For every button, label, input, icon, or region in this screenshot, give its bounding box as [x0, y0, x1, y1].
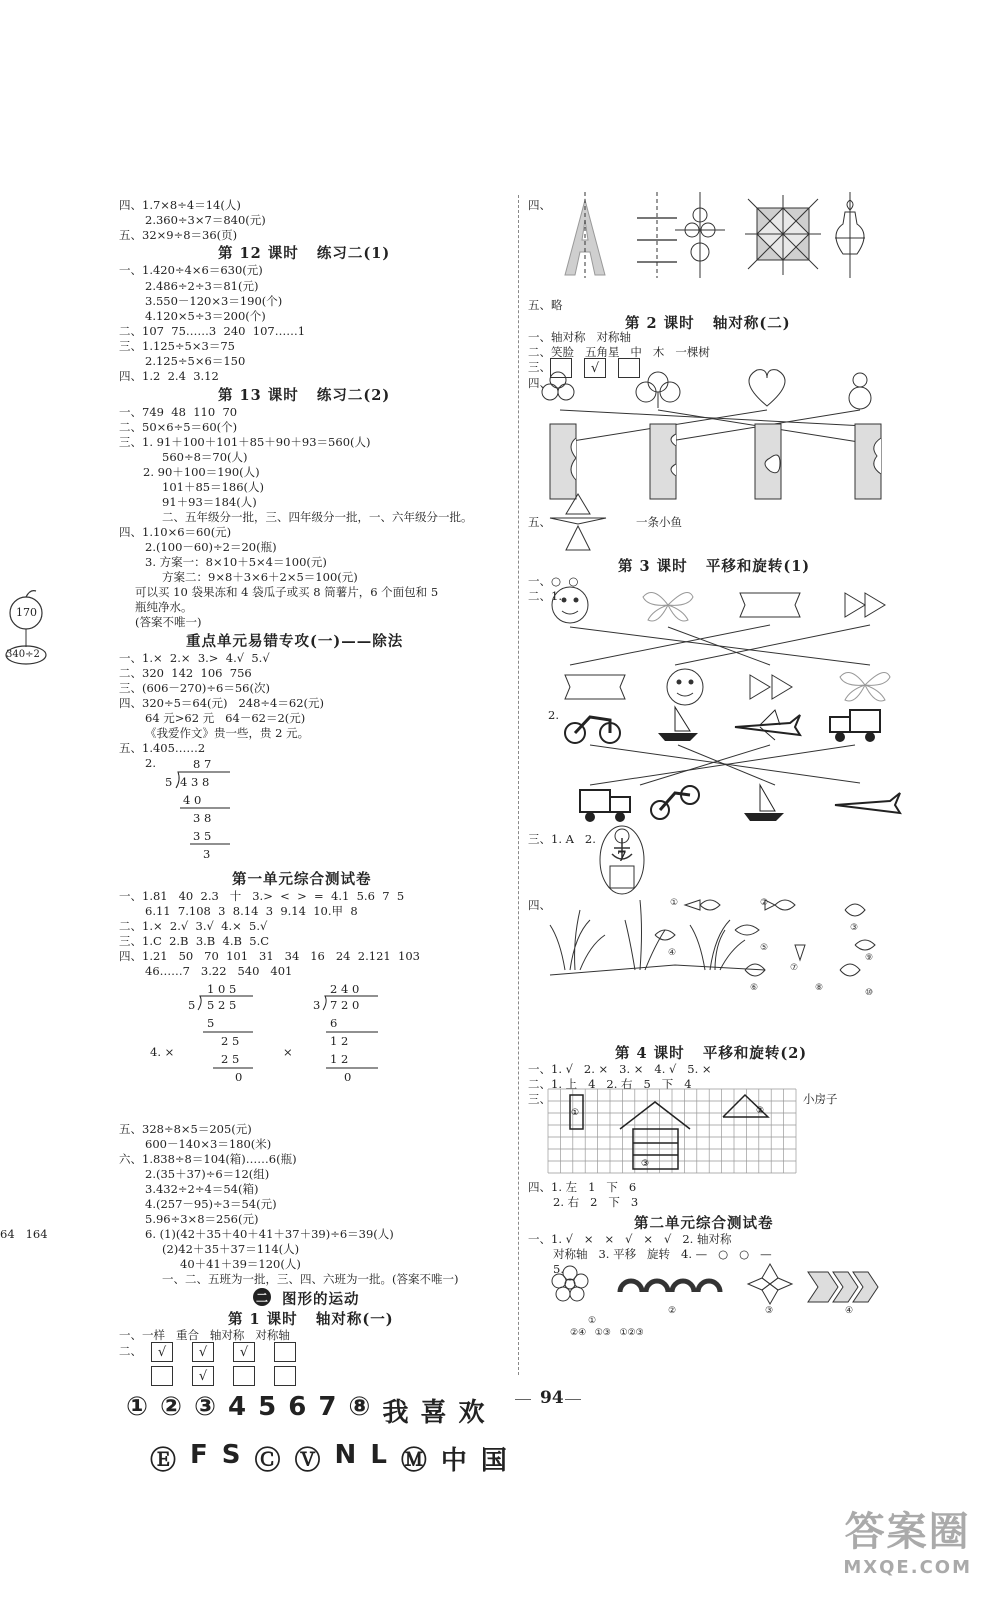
square-figure [745, 195, 821, 275]
text-line: 一、○ ○ [528, 574, 579, 588]
chevron-row-icon [808, 1272, 878, 1302]
answer-box: √ [192, 1366, 214, 1386]
char: 7 [318, 1392, 337, 1422]
letter-a-figure [565, 192, 605, 278]
text-line: 64 元>62 元 64－62＝2(元) [145, 711, 306, 725]
page-number: 94 [540, 1388, 564, 1408]
motorcycle-icon [565, 717, 620, 743]
edge-numbers: 64 164 [0, 1227, 48, 1241]
text-line: 三、1. 91＋100＋101＋85＋90＋93＝560(人) [119, 435, 371, 449]
char: F [190, 1440, 208, 1470]
text-line: 一、1.420÷4×6＝630(元) [119, 263, 263, 277]
sailboat-icon [744, 785, 784, 821]
section-heading: 第 4 课时 平移和旋转(2) [615, 1045, 808, 1062]
text-line: (答案不唯一) [135, 615, 202, 629]
char: 国 [480, 1446, 507, 1476]
rotation-answer: 7 [617, 849, 627, 865]
fish-label: ⑩ [865, 988, 874, 998]
grid-label: ③ [641, 1159, 650, 1169]
text-line: 三、(606－270)÷6＝56(次) [119, 681, 270, 695]
step: 2 5 [221, 1034, 240, 1048]
char: ⑧ [348, 1392, 371, 1422]
text-line: 6. (1)(42＋35＋40＋41＋37＋39)÷6＝39(人) [145, 1227, 394, 1241]
char: S [221, 1440, 241, 1470]
text-line: 101＋85＝186(人) [162, 480, 265, 494]
answer-boxes-row1 [151, 1342, 296, 1362]
char: 我 [382, 1398, 409, 1428]
page-number-dash [515, 1399, 531, 1400]
text-line: 3. 方案一：8×10＋5×4＝100(元) [145, 555, 327, 569]
text-line: 2. 90＋100＝190(人) [143, 465, 260, 479]
text-line: 二、 [119, 1344, 142, 1358]
text-line: 四、 [528, 898, 551, 912]
text-line: 一、1. √ 2. × 3. × 4. √ 5. × [528, 1062, 712, 1076]
text-line: 560÷8＝70(人) [162, 450, 248, 464]
text-line: 一、一样 重合 轴对称 对称轴 [119, 1328, 290, 1342]
caption: 一条小鱼 [636, 515, 682, 529]
quotient: 2 4 0 [330, 982, 360, 996]
quotient: 1 0 5 [207, 982, 237, 996]
divisor: 5 [165, 775, 173, 789]
char: L [370, 1440, 387, 1470]
text-line: 三、1.C 2.B 3.B 4.B 5.C [119, 934, 270, 948]
text-line: 五、略 [528, 298, 563, 312]
text-line: 三、 [528, 360, 551, 374]
sailboat-icon [658, 707, 698, 741]
truck-icon [580, 790, 630, 822]
text-line: 五、1.405……2 [119, 741, 206, 755]
fish-icon [655, 900, 875, 976]
text-line: 2.(100－60)÷2＝20(瓶) [145, 540, 277, 554]
text-line: 5. [553, 1262, 564, 1276]
remainder: 0 [344, 1070, 352, 1084]
diamond-star-icon [748, 1264, 792, 1304]
answer-box [274, 1366, 296, 1386]
text-line: 三、 [528, 1092, 551, 1106]
clover-icon [542, 372, 574, 400]
text-line: 五、328÷8×5＝205(元) [119, 1122, 252, 1136]
step: 2 5 [221, 1052, 240, 1066]
section-heading: 第 3 课时 平移和旋转(1) [618, 558, 811, 575]
dividend: 4 3 8 [180, 775, 210, 789]
tree-icon [636, 372, 680, 408]
answer-mark: × [283, 1045, 293, 1059]
step: 6 [330, 1016, 338, 1030]
airplane-icon [835, 793, 900, 813]
char: Ⓔ [150, 1446, 177, 1476]
fish-label: ⑦ [790, 963, 799, 973]
figure-label: ③ [765, 1306, 774, 1316]
motorcycle-icon [651, 786, 699, 819]
step: 4 0 [183, 793, 202, 807]
divisor: 3 [313, 998, 321, 1012]
text-line: 四、1.10×6＝60(元) [119, 525, 232, 539]
text-line: 3.432÷2÷4＝54(箱) [145, 1182, 259, 1196]
lines-figure [637, 192, 677, 278]
division-lines [170, 770, 240, 860]
text-line: 一、二、五班为一批，三、四、六班为一批。(答案不唯一) [162, 1272, 459, 1286]
vase-figure [835, 192, 865, 278]
page-number-dash [565, 1399, 581, 1400]
text-line: 方案二：9×8＋3×6＋2×5＝100(元) [162, 570, 358, 584]
fish-label: ④ [668, 948, 677, 958]
text-line: 二、1.× 2.√ 3.√ 4.× 5.√ [119, 919, 268, 933]
arch-row-icon [620, 1281, 720, 1292]
section-heading: 第 2 课时 轴对称(二) [625, 315, 791, 332]
watermark-text: 答案圈 [844, 1509, 971, 1555]
fish-shape-figure [548, 492, 628, 552]
answer-box [274, 1342, 296, 1362]
flower-icon [552, 1266, 588, 1301]
text-line: 四、1. 左 1 下 6 [528, 1180, 637, 1194]
text-line: 一、749 48 110 70 [119, 405, 238, 419]
divisor: 5 [188, 998, 196, 1012]
answer-boxes-row2 [151, 1366, 296, 1386]
text-line: 五、32×9÷8＝36(页) [119, 228, 238, 242]
section-heading: 重点单元易错专攻(一)——除法 [186, 633, 404, 650]
answer-box [151, 1366, 173, 1386]
remainder: 3 [203, 847, 211, 861]
text-line: 91＋93＝184(人) [162, 495, 257, 509]
text-line: 二、五年级分一批，三、四年级分一批，一、六年级分一批。 [162, 510, 473, 524]
text-line: 2. [145, 756, 156, 770]
text-line: 六、1.838÷8＝104(箱)……6(瓶) [119, 1152, 297, 1166]
text-line: 《我爱作文》贵一些，贵 2 元。 [145, 726, 310, 740]
char: N [334, 1440, 357, 1470]
text-line: 一、1. √ × × √ × √ 2. 轴对称 [528, 1232, 732, 1246]
section-heading: 第一单元综合测试卷 [232, 871, 372, 888]
text-line: 二、笑脸 五角星 中 木 一棵树 [528, 345, 710, 359]
char: Ⓥ [294, 1446, 321, 1476]
fish-label: ⑨ [865, 953, 874, 963]
symmetric-chars-row1 [126, 1392, 484, 1429]
text-line: 2. [548, 708, 559, 722]
fish-label: ⑧ [815, 983, 824, 993]
section-heading: 第 1 课时 轴对称(一) [228, 1311, 394, 1328]
smiley-face-icon [552, 587, 588, 623]
gourd-figure [675, 192, 725, 278]
text-line: 四、 [528, 376, 551, 390]
dividend: 5 2 5 [207, 998, 237, 1012]
margin-number: 170 [16, 606, 37, 619]
unit2-figures [548, 1262, 888, 1312]
char: Ⓒ [254, 1446, 281, 1476]
answer-mark: 4. × [150, 1045, 175, 1059]
answer-box: √ [233, 1342, 255, 1362]
figure-label: ② [668, 1306, 677, 1316]
text-line: 46……7 3.22 540 401 [145, 964, 293, 978]
char: ① [126, 1392, 149, 1422]
text-line: 四、 [528, 198, 551, 212]
answer-box: √ [584, 358, 606, 378]
grass-icon [550, 900, 745, 970]
text-line: 2.486÷2÷3＝81(元) [145, 279, 259, 293]
fish-label: ① [670, 898, 679, 908]
text-line: 二、1. [528, 589, 562, 603]
grid-label: ① [571, 1108, 580, 1118]
text-line: 二、1. 上 4 2. 右 5 下 4 [528, 1077, 692, 1091]
text-line: 2.125÷5×6＝150 [145, 354, 246, 368]
fish-number-labels [668, 898, 873, 998]
answer-box: √ [151, 1342, 173, 1362]
symmetry-figures [540, 190, 880, 280]
text-line: 二、107 75……3 240 107……1 [119, 324, 306, 338]
step: 5 [207, 1016, 215, 1030]
char: 中 [440, 1446, 467, 1476]
text-line: 四、320÷5＝64(元) 248÷4＝62(元) [119, 696, 324, 710]
text-line: 4.120×5÷3＝200(个) [145, 309, 266, 323]
text-line: 3.550－120×3＝190(个) [145, 294, 283, 308]
butterfly-icon [643, 593, 693, 622]
grid-label: ② [756, 1106, 765, 1116]
text-line: 一、1.× 2.× 3.> 4.√ 5.√ [119, 651, 270, 665]
text-line: 二、50×6÷5＝60(个) [119, 420, 238, 434]
char: 5 [258, 1392, 277, 1422]
text-line: 一、1.81 40 2.3 十 3.> < > = 4.1 5.6 7 5 [119, 889, 405, 903]
text-line: 四、1.21 50 70 101 31 34 16 24 2.121 103 [119, 949, 420, 963]
text-line: 600－140×3＝180(米) [145, 1137, 272, 1151]
translation-matching-figure [550, 585, 900, 715]
text-line: 瓶纯净水。 [135, 600, 193, 614]
text-line: 二、320 142 106 756 [119, 666, 252, 680]
step: 1 2 [330, 1034, 349, 1048]
section-heading: 第二单元综合测试卷 [634, 1215, 774, 1232]
division-lines [193, 994, 263, 1094]
airplane-icon [735, 710, 800, 740]
caption: 小房子 [803, 1092, 838, 1106]
section-heading: 第 12 课时 练习二(1) [218, 245, 391, 262]
step: 3 8 [193, 811, 212, 825]
figure-label: ②④ ①③ ①②③ [570, 1328, 644, 1338]
text-line: 5.96÷3×8＝256(元) [145, 1212, 259, 1226]
text-line: 四、1.2 2.4 3.12 [119, 369, 219, 383]
text-line: 三、1.125÷5×3＝75 [119, 339, 235, 353]
text-line: 2. 右 2 下 3 [553, 1195, 639, 1209]
fish-label: ⑥ [750, 983, 759, 993]
text-line: 可以买 10 袋果冻和 4 袋瓜子或买 8 筒薯片，6 个面包和 5 [135, 585, 439, 599]
text-line: 三、1. A 2. [528, 832, 596, 846]
char: ② [160, 1392, 183, 1422]
leaf-icon [749, 370, 785, 406]
step: 1 2 [330, 1052, 349, 1066]
watermark [843, 1500, 972, 1578]
text-line: 40＋41＋39＝120(人) [180, 1257, 301, 1271]
answer-box: √ [192, 1342, 214, 1362]
text-line: 4.(257－95)÷3＝54(元) [145, 1197, 277, 1211]
step: 3 5 [193, 829, 212, 843]
char: 欢 [458, 1398, 485, 1428]
remainder: 0 [235, 1070, 243, 1084]
text-line: 四、1.7×8÷4＝14(人) [119, 198, 241, 212]
text-line: 对称轴 3. 平移 旋转 4. — ○ ○ — [553, 1247, 772, 1261]
text-line: 一、轴对称 对称轴 [528, 330, 631, 344]
gourd-icon [849, 373, 871, 409]
char: 喜 [420, 1398, 447, 1428]
char: ③ [194, 1392, 217, 1422]
unit-heading: 图形的运动 [282, 1291, 360, 1308]
margin-expression: 340÷2 [6, 649, 40, 660]
fish-rotation-figure [545, 890, 885, 1015]
char: 6 [288, 1392, 307, 1422]
grid-figure [548, 1089, 798, 1177]
division-lines [318, 994, 388, 1094]
dividend: 7 2 0 [330, 998, 360, 1012]
figure-label: ① [588, 1316, 597, 1326]
quotient: 8 7 [193, 757, 212, 771]
watermark-url: MXQE.COM [843, 1557, 972, 1578]
text-line: 2.(35＋37)÷6＝12(组) [145, 1167, 270, 1181]
vehicle-matching-figure [560, 705, 900, 830]
text-line: (2)42＋35＋37＝114(人) [162, 1242, 300, 1256]
fish-label: ② [760, 898, 769, 908]
fish-label: ③ [850, 923, 859, 933]
section-heading: 第 13 课时 练习二(2) [218, 387, 391, 404]
answer-box [233, 1366, 255, 1386]
truck-icon [830, 710, 880, 742]
text-line: 五、 [528, 515, 551, 529]
smiley-face-icon [667, 669, 703, 705]
symmetric-chars-row2 [150, 1440, 507, 1477]
fish-label: ⑤ [760, 943, 769, 953]
text-line: 2.360÷3×7＝840(元) [145, 213, 266, 227]
grid-lines [548, 1089, 796, 1173]
char: 4 [228, 1392, 247, 1422]
column-divider [518, 195, 519, 1375]
char: Ⓜ [400, 1446, 427, 1476]
text-line: 6.11 7.108 3 8.14 3 9.14 10.甲 8 [145, 904, 358, 918]
unit-number-badge: 二 [253, 1288, 271, 1306]
figure-label: ④ [845, 1306, 854, 1316]
